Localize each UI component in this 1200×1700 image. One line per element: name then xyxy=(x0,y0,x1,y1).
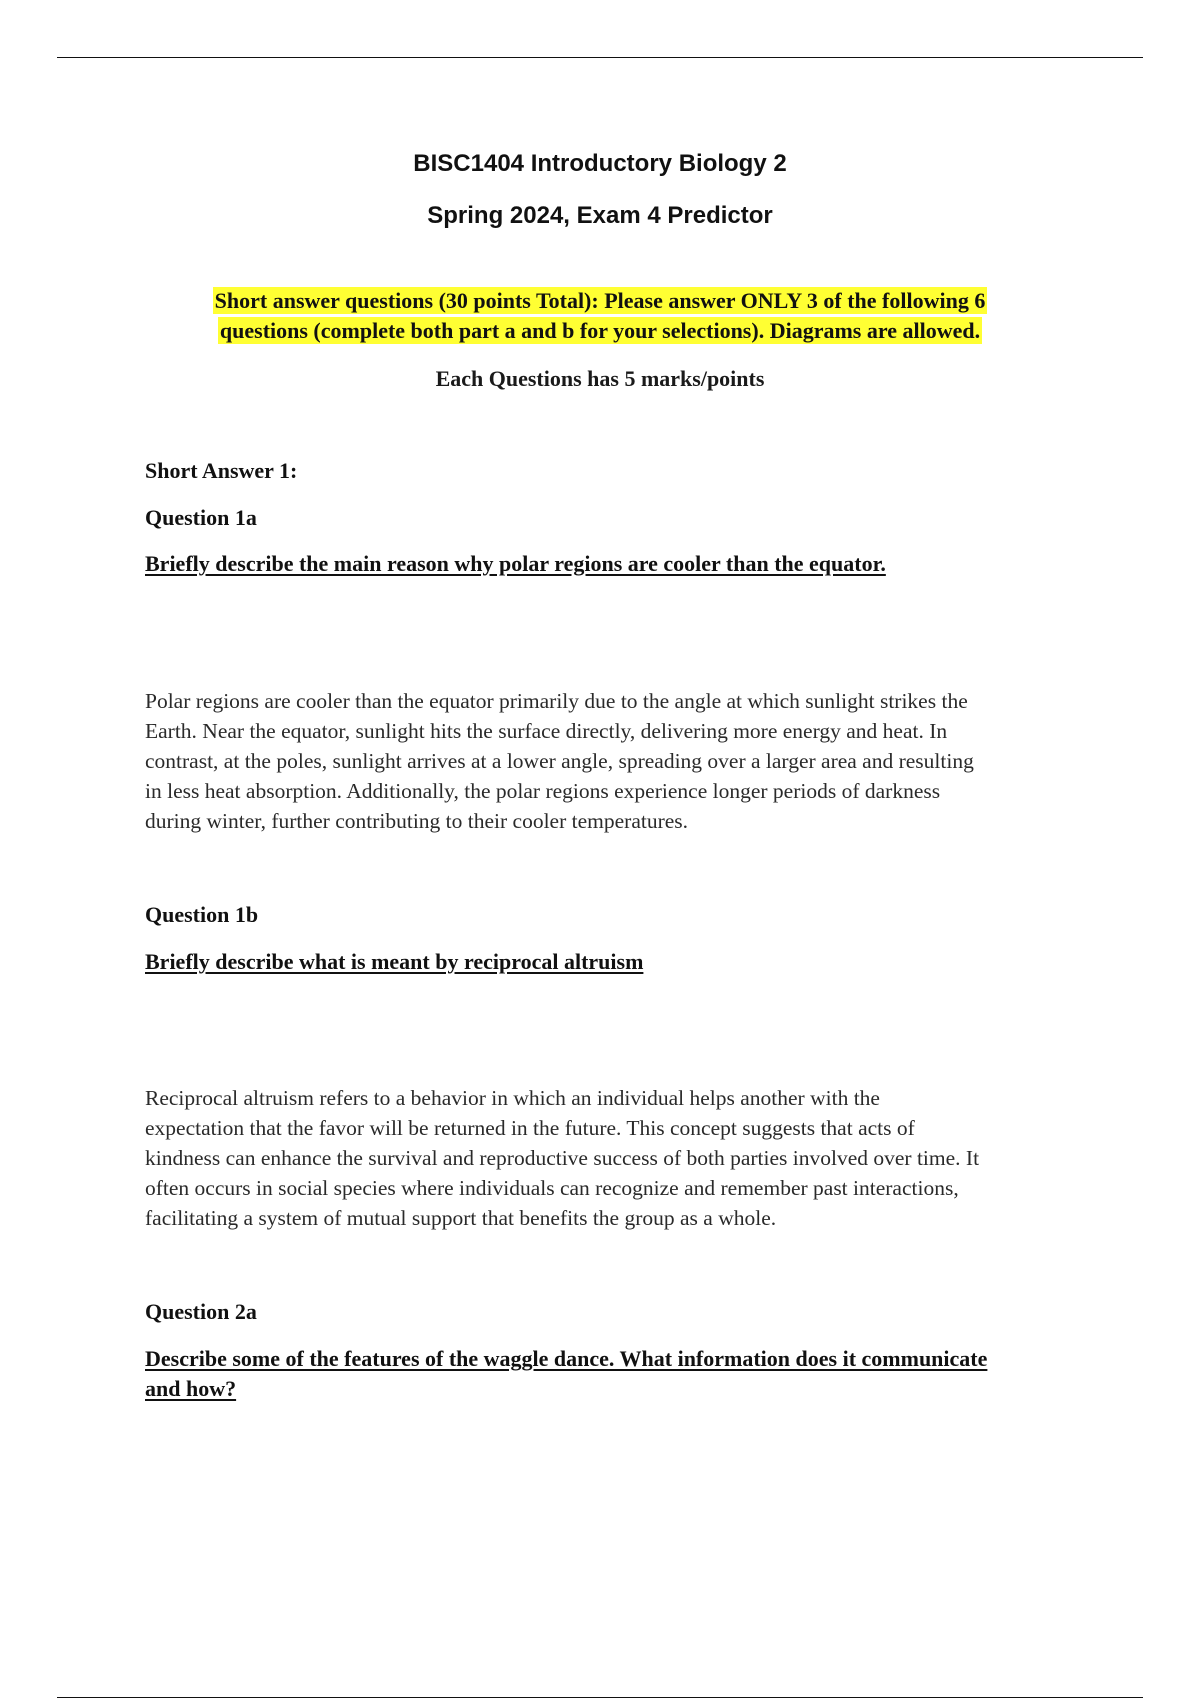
question-1a-heading: Question 1a xyxy=(145,505,257,530)
answer-line: contrast, at the poles, sunlight arrives at a lower angle, spreading over a larger area and resulting xyxy=(145,749,974,773)
question-1b-heading: Question 1b xyxy=(145,902,259,927)
question-1b-answer xyxy=(145,1083,1090,1233)
short-answer-1-heading: Short Answer 1: xyxy=(145,458,298,483)
answer-line: Polar regions are cooler than the equator primarily due to the angle at which sunlight strikes the xyxy=(145,689,968,713)
exam-title: Spring 2024, Exam 4 Predictor xyxy=(427,202,773,229)
question-1a-answer xyxy=(145,686,1090,836)
answer-line: Earth. Near the equator, sunlight hits the surface directly, delivering more energy and heat. In xyxy=(145,719,948,743)
question-2a-prompt xyxy=(145,1344,1090,1404)
instructions-line-2: questions (complete both part a and b for your selections). Diagrams are allowed. xyxy=(219,318,981,343)
question-1b-prompt: Briefly describe what is meant by reciprocal altruism xyxy=(145,949,644,974)
answer-line: often occurs in social species where individuals can recognize and remember past interactions, xyxy=(145,1176,959,1200)
course-title: BISC1404 Introductory Biology 2 xyxy=(413,150,787,177)
question-2a-heading: Question 2a xyxy=(145,1299,257,1324)
answer-line: during winter, further contributing to their cooler temperatures. xyxy=(145,809,689,833)
answer-line: expectation that the favor will be returned in the future. This concept suggests that acts of xyxy=(145,1116,915,1140)
instructions xyxy=(0,286,1200,346)
answer-line: Reciprocal altruism refers to a behavior in which an individual helps another with the xyxy=(145,1086,880,1110)
prompt-line: Describe some of the features of the waggle dance. What information does it communicate xyxy=(145,1346,988,1371)
answer-line: facilitating a system of mutual support that benefits the group as a whole. xyxy=(145,1206,777,1230)
bottom-rule xyxy=(57,1697,1143,1698)
marks-note: Each Questions has 5 marks/points xyxy=(435,366,765,391)
question-1a-prompt: Briefly describe the main reason why polar regions are cooler than the equator. xyxy=(145,551,886,576)
instructions-line-1: Short answer questions (30 points Total): Please answer ONLY 3 of the following 6 xyxy=(214,288,986,313)
top-rule xyxy=(57,57,1143,58)
answer-line: kindness can enhance the survival and reproductive success of both parties involved over time. It xyxy=(145,1146,980,1170)
answer-line: in less heat absorption. Additionally, the polar regions experience longer periods of darkness xyxy=(145,779,941,803)
prompt-line: and how? xyxy=(145,1376,237,1401)
